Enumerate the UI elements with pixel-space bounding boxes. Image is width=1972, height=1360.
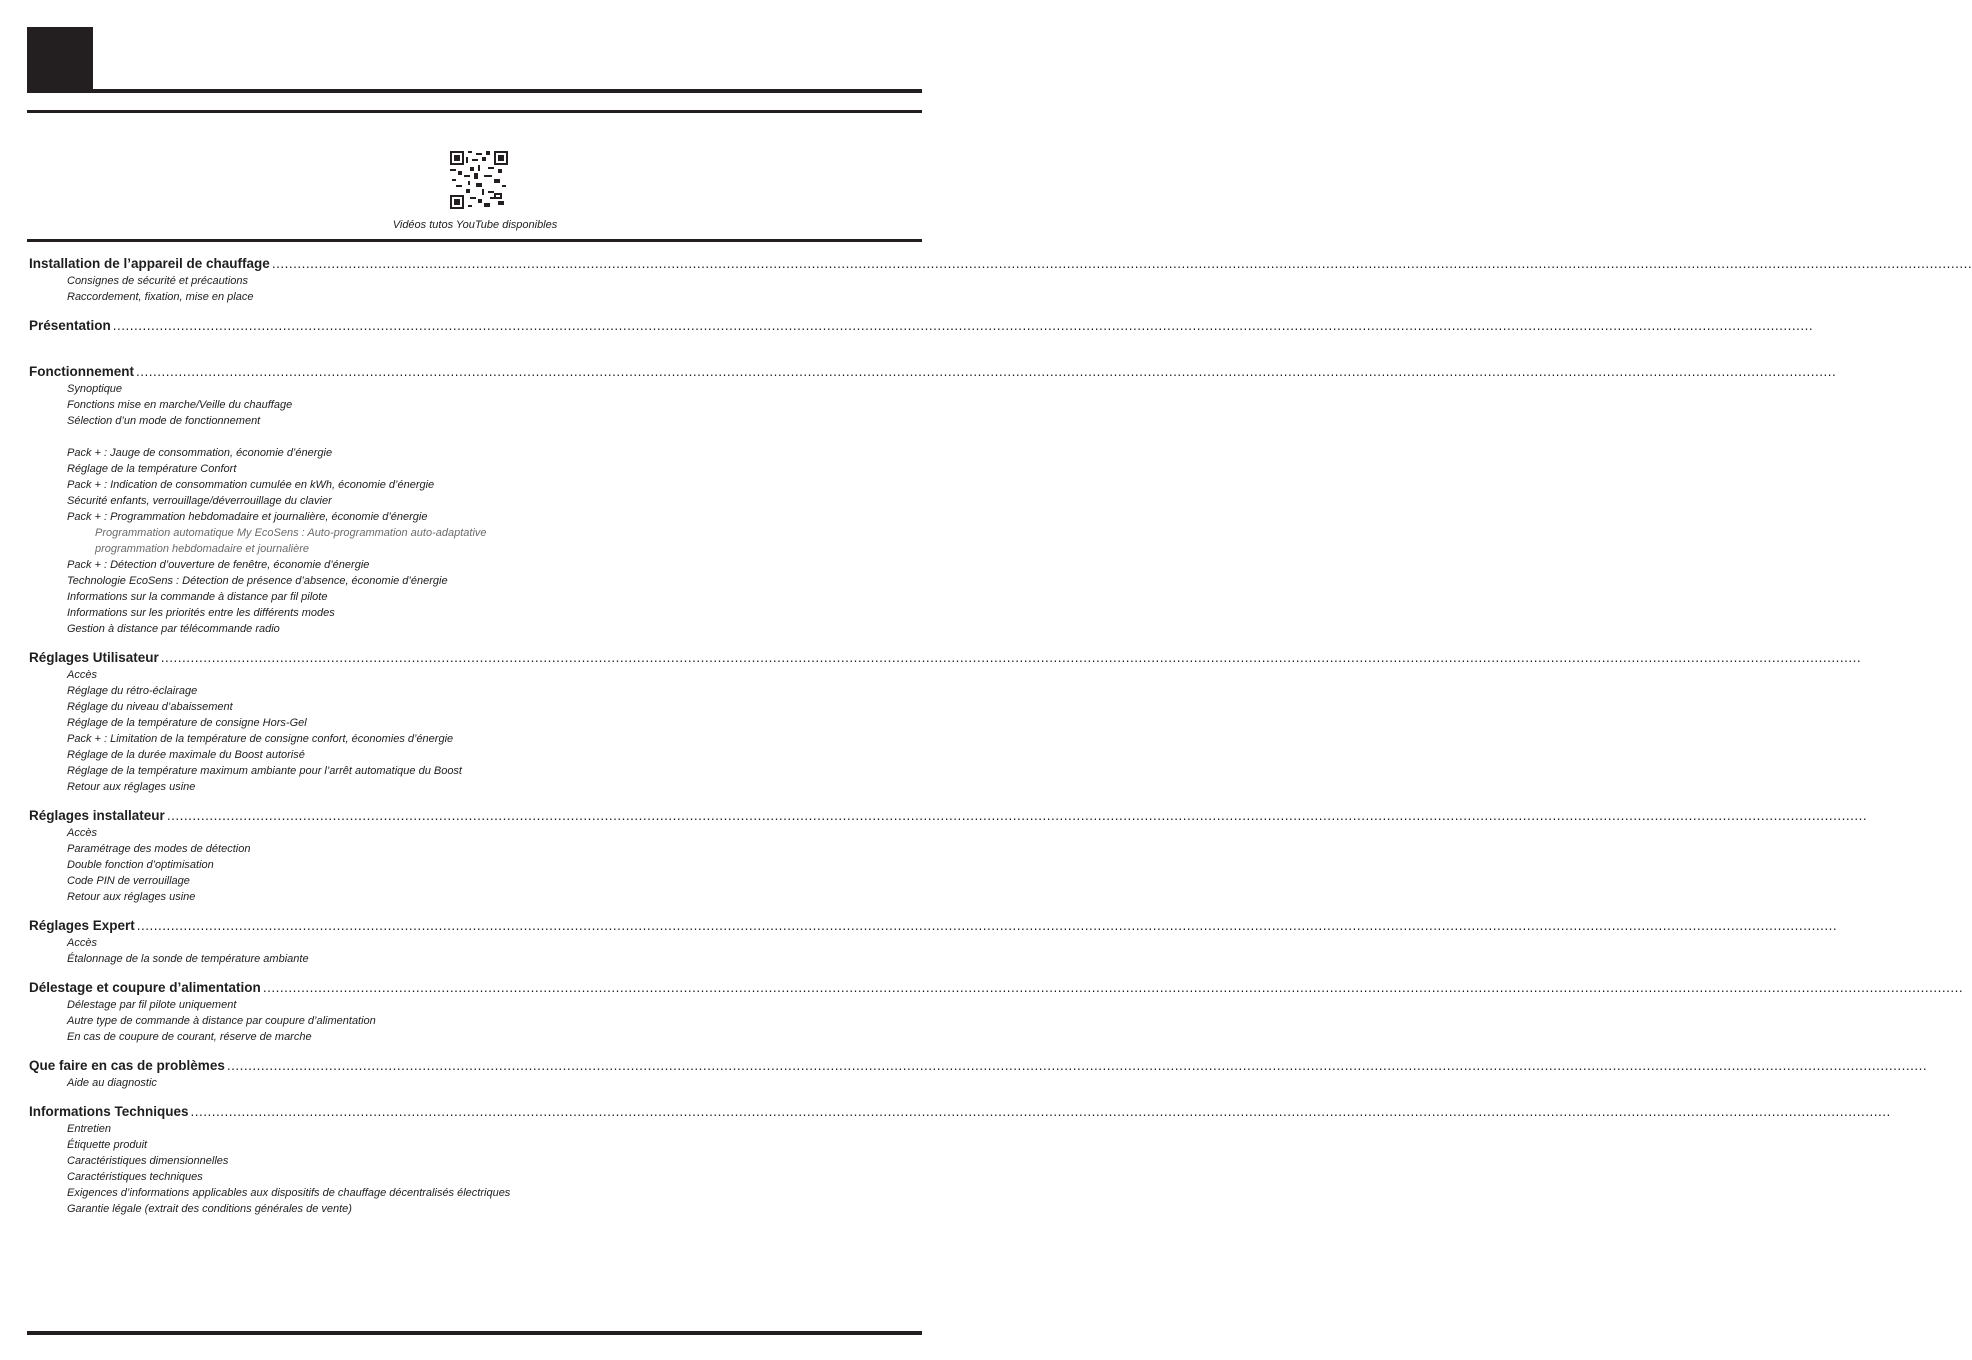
toc-section-heading[interactable] [29, 255, 1972, 273]
toc-entry[interactable]: Réglage du niveau d’abaissement [67, 701, 233, 713]
toc-entry[interactable]: Réglage de la température Confort [67, 463, 237, 475]
toc-section [29, 649, 1862, 795]
toc-section-title: Réglages Expert [29, 918, 135, 933]
toc-spacer [29, 335, 902, 351]
toc-dot-leader: ................................................................................................................................................................................................................................................................................................................................................................................................................ [136, 364, 1837, 379]
toc-entry[interactable]: Programmation automatique My EcoSens : Auto-programmation auto-adaptative [95, 527, 487, 539]
toc-entry[interactable]: En cas de coupure de courant, réserve de marche [67, 1031, 312, 1043]
bottom-rule [27, 1331, 922, 1335]
toc-dot-leader: ................................................................................................................................................................................................................................................................................................................................................................................................................ [190, 1104, 1891, 1119]
toc-section [29, 363, 1837, 637]
toc-entry[interactable]: Réglage du rétro-éclairage [67, 685, 198, 697]
toc-entry[interactable]: programmation hebdomadaire et journalière [95, 543, 310, 555]
toc-entry[interactable]: Consignes de sécurité et précautions [67, 275, 248, 287]
toc-section-title: Informations Techniques [29, 1104, 189, 1119]
toc-entry[interactable]: Exigences d’informations applicables aux dispositifs de chauffage décentralisés électriques [67, 1187, 511, 1199]
toc-entry[interactable]: Fonctions mise en marche/Veille du chauffage [67, 399, 293, 411]
toc-entry[interactable]: Délestage par fil pilote uniquement [67, 999, 237, 1011]
toc-section-title: Délestage et coupure d’alimentation [29, 980, 261, 995]
toc-spacer [29, 429, 902, 445]
qr-caption: Vidéos tutos YouTube disponibles [392, 219, 558, 231]
toc-section-title: Présentation [29, 318, 111, 333]
toc-entry[interactable]: Autre type de commande à distance par coupure d’alimentation [67, 1015, 376, 1027]
toc-entry[interactable]: Pack + : Jauge de consommation, économie d’énergie [67, 447, 333, 459]
toc-section-heading[interactable] [29, 917, 1838, 935]
toc-dot-leader: ................................................................................................................................................................................................................................................................................................................................................................................................................ [166, 808, 1868, 823]
toc-entry[interactable]: Informations sur les priorités entre les différents modes [67, 607, 335, 619]
toc-entry[interactable]: Caractéristiques techniques [67, 1171, 203, 1183]
toc-entry[interactable]: Sécurité enfants, verrouillage/déverrouillage du clavier [67, 495, 332, 507]
toc-section-title: Réglages Utilisateur [29, 650, 159, 665]
toc-entry[interactable]: Pack + : Programmation hebdomadaire et journalière, économie d’énergie [67, 511, 428, 523]
toc-entry[interactable]: Accès [67, 669, 97, 681]
toc-section-title: Réglages installateur [29, 808, 165, 823]
qr-code-icon[interactable] [450, 151, 508, 209]
toc-section [29, 807, 1868, 905]
toc-section [29, 917, 1838, 967]
toc-entry[interactable]: Caractéristiques dimensionnelles [67, 1155, 229, 1167]
toc-entry[interactable]: Étiquette produit [67, 1139, 148, 1151]
toc-section-heading[interactable] [29, 649, 1862, 667]
top-rule [27, 89, 922, 93]
toc-section-heading[interactable] [29, 363, 1837, 381]
toc-entry[interactable]: Entretien [67, 1123, 112, 1135]
toc-section [29, 1057, 1928, 1091]
toc-entry[interactable]: Retour aux réglages usine [67, 891, 196, 903]
toc-entry[interactable]: Synoptique [67, 383, 123, 395]
toc-section [29, 979, 1964, 1045]
toc-dot-leader: ................................................................................................................................................................................................................................................................................................................................................................................................................ [112, 318, 1814, 333]
toc-section [29, 1103, 1891, 1217]
toc-entry[interactable]: Raccordement, fixation, mise en place [67, 291, 254, 303]
toc-entry[interactable]: Informations sur la commande à distance par fil pilote [67, 591, 328, 603]
toc-entry[interactable]: Aide au diagnostic [67, 1077, 157, 1089]
toc-entry[interactable]: Réglage de la température maximum ambiante pour l’arrêt automatique du Boost [67, 765, 462, 777]
toc-entry[interactable]: Réglage de la durée maximale du Boost autorisé [67, 749, 305, 761]
toc-dot-leader: ................................................................................................................................................................................................................................................................................................................................................................................................................ [160, 650, 1862, 665]
toc-entry[interactable]: Pack + : Indication de consommation cumulée en kWh, économie d’énergie [67, 479, 435, 491]
toc-section-title: Installation de l’appareil de chauffage [29, 256, 270, 271]
table-of-contents [29, 255, 1972, 1229]
toc-section-heading[interactable] [29, 979, 1964, 997]
toc-dot-leader: ................................................................................................................................................................................................................................................................................................................................................................................................................ [262, 980, 1964, 995]
toc-entry[interactable]: Double fonction d’optimisation [67, 859, 214, 871]
toc-entry[interactable]: Retour aux réglages usine [67, 781, 196, 793]
toc-entry[interactable]: Code PIN de verrouillage [67, 875, 190, 887]
toc-entry[interactable]: Réglage de la température de consigne Hors-Gel [67, 717, 307, 729]
toc-section-title: Que faire en cas de problèmes [29, 1058, 225, 1073]
toc-dot-leader: ................................................................................................................................................................................................................................................................................................................................................................................................................ [271, 256, 1972, 271]
toc-dot-leader: ................................................................................................................................................................................................................................................................................................................................................................................................................ [136, 918, 1838, 933]
page-tab-block [27, 27, 93, 93]
toc-section-heading[interactable] [29, 807, 1868, 825]
toc-entry[interactable]: Étalonnage de la sonde de température ambiante [67, 953, 309, 965]
toc-entry[interactable]: Pack + : Limitation de la température de consigne confort, économies d’énergie [67, 733, 454, 745]
toc-section-title: Fonctionnement [29, 364, 134, 379]
header-rule [27, 110, 922, 113]
toc-top-rule [27, 239, 922, 242]
toc-section-heading[interactable] [29, 1057, 1928, 1075]
toc-dot-leader: ................................................................................................................................................................................................................................................................................................................................................................................................................ [226, 1058, 1928, 1073]
toc-entry[interactable]: Sélection d’un mode de fonctionnement [67, 415, 261, 427]
toc-entry[interactable]: Accès [67, 937, 97, 949]
toc-section [29, 255, 1972, 305]
toc-section-heading[interactable] [29, 1103, 1891, 1121]
toc-entry[interactable]: Accès [67, 827, 97, 839]
toc-section [29, 317, 1814, 351]
toc-entry[interactable]: Pack + : Détection d’ouverture de fenêtre, économie d’énergie [67, 559, 370, 571]
toc-entry[interactable]: Gestion à distance par télécommande radio [67, 623, 280, 635]
toc-entry[interactable]: Technologie EcoSens : Détection de présence d’absence, économie d’énergie [67, 575, 448, 587]
toc-entry[interactable]: Paramétrage des modes de détection [67, 843, 251, 855]
toc-entry[interactable]: Garantie légale (extrait des conditions générales de vente) [67, 1203, 352, 1215]
toc-section-heading[interactable] [29, 317, 1814, 335]
